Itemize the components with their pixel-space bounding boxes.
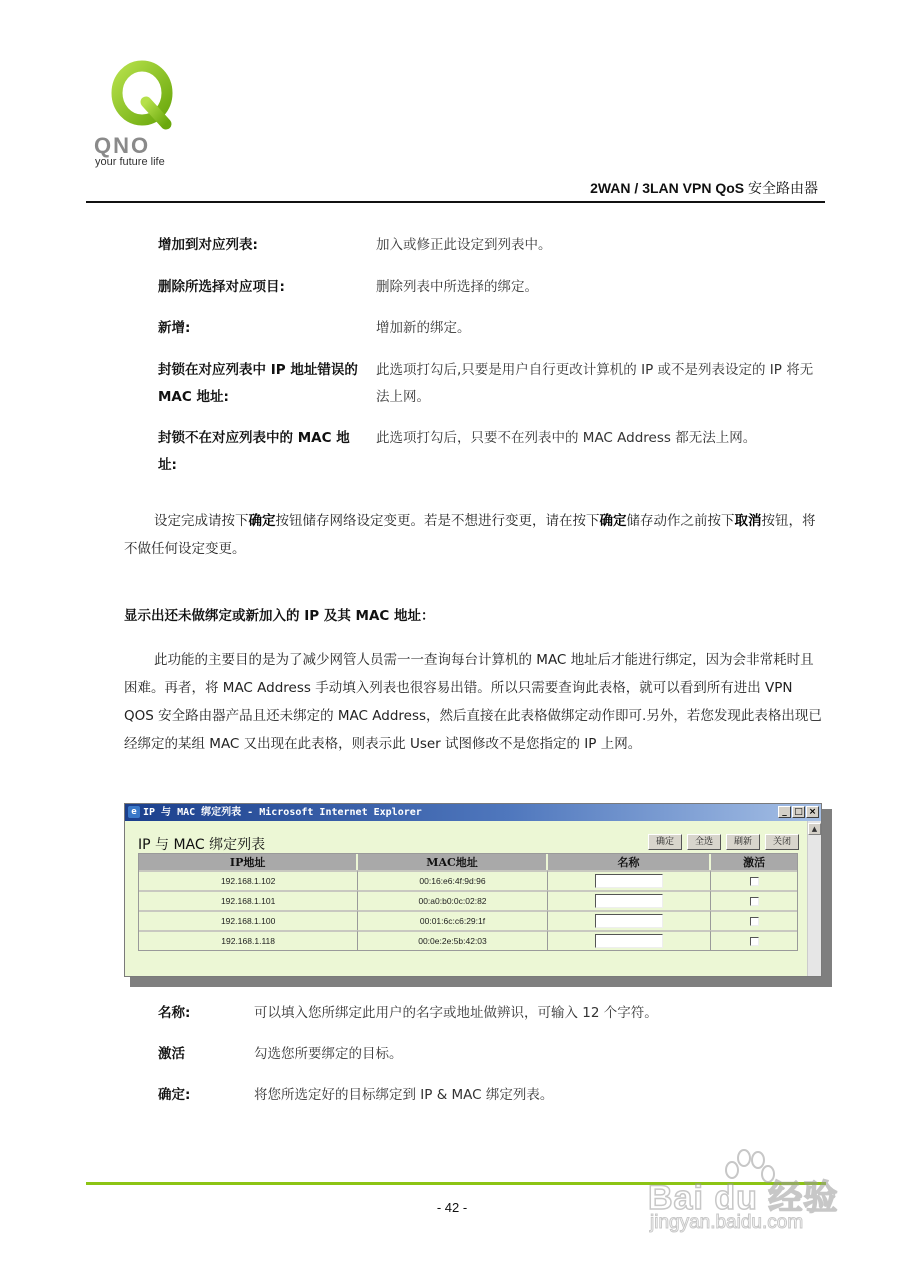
definition-desc: 加入或修正此设定到列表中。 <box>376 237 552 253</box>
table-row <box>139 870 797 890</box>
activate-cell <box>711 910 797 930</box>
window-controls <box>778 806 819 818</box>
table-row <box>139 930 797 950</box>
definition-desc: 删除列表中所选择的绑定。 <box>376 279 538 295</box>
section-heading: 显示出还未做绑定或新加入的 IP 及其 MAC 地址： <box>124 608 435 624</box>
table-row <box>139 910 797 930</box>
ip-cell: 192.168.1.101 <box>139 890 358 910</box>
ip-cell: 192.168.1.102 <box>139 870 358 890</box>
mac-cell: 00:01:6c:c6:29:1f <box>358 910 547 930</box>
window-titlebar[interactable] <box>125 804 821 821</box>
select-all-button[interactable]: 全选 <box>687 834 721 850</box>
legend-term: 确定: <box>158 1087 191 1103</box>
name-cell <box>548 890 712 910</box>
window-title: IP 与 MAC 绑定列表 - Microsoft Internet Explorer <box>143 807 422 818</box>
legend-term: 激活 <box>158 1046 185 1062</box>
activate-checkbox[interactable] <box>750 877 759 886</box>
name-cell <box>548 930 712 950</box>
table-header-row <box>139 854 797 870</box>
definition-term: 删除所选择对应项目: <box>158 279 285 295</box>
document-header-title <box>590 178 818 198</box>
action-buttons <box>648 834 799 850</box>
section-paragraph: 此功能的主要目的是为了减少网管人员需一一查询每台计算机的 MAC 地址后才能进行绑定，因为会非常耗时且困难。再者，将 MAC Address 手动填入列表也很容易出错。所以只需要查询此表格，就可以看到所有进出 VPN QOS 安全路由器产品且还未绑定的 MAC Address，然后直接在此表格做绑定动作即可.另外，若您发现此表格出现已经绑定的某组 MAC 又出现在此表格，则表示此 User 试图修改不是您指定的 IP 上网。 <box>124 652 822 752</box>
activate-cell <box>711 870 797 890</box>
activate-checkbox[interactable] <box>750 937 759 946</box>
ie-window <box>124 803 822 977</box>
watermark-brand: Bai du 经验 <box>648 1179 839 1217</box>
legend-desc: 勾选您所要绑定的目标。 <box>254 1046 403 1062</box>
header-title-latin: 2WAN / 3LAN VPN QoS <box>590 180 748 196</box>
activate-checkbox[interactable] <box>750 897 759 906</box>
column-header-name: 名称 <box>548 854 712 870</box>
definition-desc: 此选项打勾后，只要不在列表中的 MAC Address 都无法上网。 <box>376 430 757 446</box>
header-divider <box>86 201 825 203</box>
mac-cell: 00:a0:b0:0c:02:82 <box>358 890 547 910</box>
scroll-up-arrow-icon[interactable]: ▲ <box>808 823 821 835</box>
close-button[interactable]: × <box>806 806 819 818</box>
vertical-scrollbar[interactable] <box>807 821 821 976</box>
definition-desc: 增加新的绑定。 <box>376 320 471 336</box>
maximize-button[interactable]: □ <box>792 806 805 818</box>
qno-logo <box>94 60 194 170</box>
note-emphasis-cancel: 取消 <box>734 513 762 529</box>
definition-term: 封锁不在对应列表中的 MAC 地址: <box>158 430 350 473</box>
note-text: 储存动作之前按下 <box>626 513 735 529</box>
name-input[interactable] <box>595 874 663 888</box>
note-text: 按钮，将不做任何设定变更。 <box>124 513 816 557</box>
page-number: - 42 - <box>436 1200 468 1215</box>
note-text: 设定完成请按下 <box>154 513 249 529</box>
logo-wordmark: QNO <box>94 133 151 158</box>
refresh-button[interactable]: 刷新 <box>726 834 760 850</box>
confirm-button[interactable]: 确定 <box>648 834 682 850</box>
ie-page-content <box>125 821 807 976</box>
ie-icon: e <box>128 806 140 818</box>
close-page-button[interactable]: 关闭 <box>765 834 799 850</box>
mac-cell: 00:0e:2e:5b:42:03 <box>358 930 547 950</box>
legend-desc: 可以填入您所绑定此用户的名字或地址做辨识，可输入 12 个字符。 <box>254 1005 658 1021</box>
mac-cell: 00:16:e6:4f:9d:96 <box>358 870 547 890</box>
note-emphasis-confirm: 确定 <box>599 513 627 529</box>
name-cell <box>548 910 712 930</box>
column-header-ip: IP地址 <box>139 854 358 870</box>
activate-cell <box>711 930 797 950</box>
name-cell <box>548 870 712 890</box>
column-header-activate: 激活 <box>711 854 797 870</box>
minimize-button[interactable]: _ <box>778 806 791 818</box>
definition-desc: 此选项打勾后,只要是用户自行更改计算机的 IP 或不是列表设定的 IP 将无法上网。 <box>376 362 814 405</box>
name-input[interactable] <box>595 894 663 908</box>
watermark-url: jingyan.baidu.com <box>650 1212 804 1233</box>
confirm-cancel-note <box>124 507 824 563</box>
note-emphasis-confirm: 确定 <box>248 513 276 529</box>
activate-cell <box>711 890 797 910</box>
definition-term: 封锁在对应列表中 IP 地址错误的 MAC 地址: <box>158 362 358 405</box>
binding-list-title: IP 与 MAC 绑定列表 <box>138 837 266 853</box>
q-logo-icon <box>106 60 186 135</box>
table-row <box>139 890 797 910</box>
header-title-cn: 安全路由器 <box>748 180 818 196</box>
legend-desc: 将您所选定好的目标绑定到 IP & MAC 绑定列表。 <box>254 1087 554 1103</box>
note-text: 按钮储存网络设定变更。若是不想进行变更，请在按下 <box>275 513 600 529</box>
definition-term: 增加到对应列表: <box>158 237 258 253</box>
definition-term: 新增: <box>158 320 191 336</box>
activate-checkbox[interactable] <box>750 917 759 926</box>
ip-mac-binding-table <box>138 853 798 951</box>
name-input[interactable] <box>595 914 663 928</box>
ip-cell: 192.168.1.118 <box>139 930 358 950</box>
ip-cell: 192.168.1.100 <box>139 910 358 930</box>
column-header-mac: MAC地址 <box>358 854 547 870</box>
logo-tagline: your future life <box>95 156 165 168</box>
legend-term: 名称: <box>158 1005 191 1021</box>
baidu-watermark <box>640 1148 850 1248</box>
name-input[interactable] <box>595 934 663 948</box>
